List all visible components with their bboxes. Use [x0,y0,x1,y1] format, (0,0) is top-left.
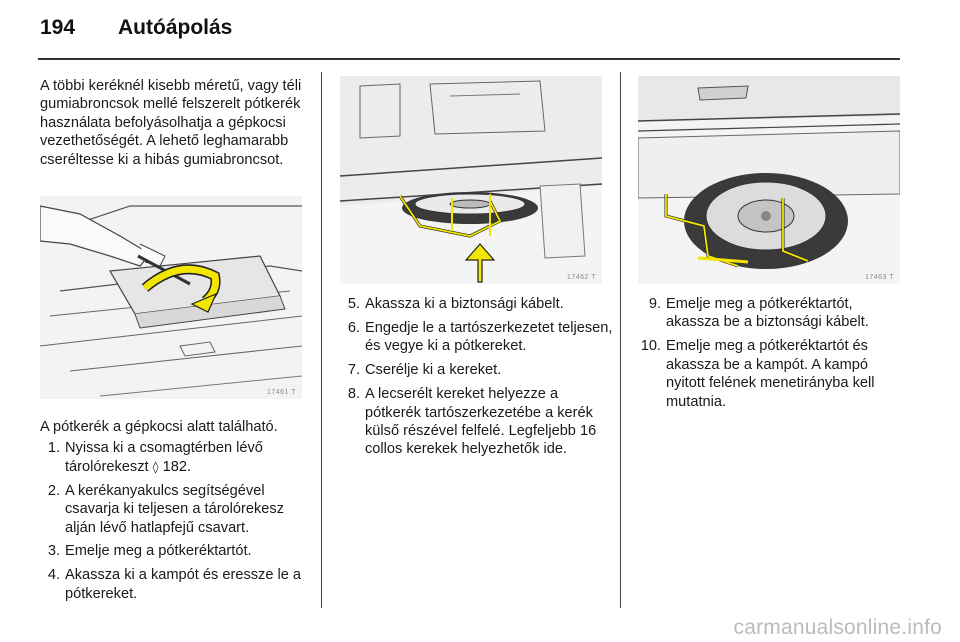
list-item [40,566,315,603]
wheel-raising-illustration [638,76,900,284]
list-item [40,542,315,560]
list-item [340,319,615,356]
page-number: 194 [40,16,76,39]
watermark: carmanualsonline.info [733,616,942,639]
step-number: 2. [47,482,60,499]
list-item [340,385,615,459]
list-item [340,361,615,379]
column-3-steps [638,295,900,416]
step-number: 3. [47,543,60,560]
step-text: Emelje meg a pótkeréktartót. [65,543,252,560]
column-2-steps [340,295,615,464]
header-rule [38,58,900,60]
lead-sentence: A pótkerék a gépkocsi alatt található. [40,419,278,435]
wheel-raising-drawing [638,76,900,284]
page-title: Autóápolás [118,16,233,39]
intro-paragraph: A többi keréknél kisebb méretű, vagy téli gumiabroncsok mellé felszerelt pótkerék használata befolyásolhatja a gépkocsi vezethetőségét. A lehető leghamarabb cseréltesse ki a hibás gumiabroncsot. [40,78,302,168]
trunk-compartment-illustration [40,196,302,399]
step-text: A lecserélt kereket helyezze a pótkerék tartószerkezetébe a kerék külső részével felfelé. Legfeljebb 16 collos kerekek helyezhetők ide. [365,386,597,458]
step-text: Cserélje ki a kereket. [365,362,502,379]
figure-code: 17463 T [864,274,894,281]
list-item [638,337,900,411]
wheel-lowering-drawing [340,76,602,284]
step-text: Emelje meg a pótkeréktartót és akassza be a kampót. A kampó nyitott felének menetirányba kell mutatnia. [666,338,875,410]
step-list-1 [40,439,315,603]
step-text: Nyissa ki a csomagtérben lévő tárolórekeszt [65,440,263,475]
column-divider-2 [620,72,621,608]
list-item [340,295,615,313]
step-text: A kerékanyakulcs segítségével csavarja ki teljesen a tárolórekesz alján lévő hatlapfejű csavart. [65,482,285,536]
list-item [40,482,315,537]
list-item [638,295,900,332]
step-number: 1. [47,440,60,457]
arrow-ref-icon: ◊ [152,459,159,474]
step-number: 5. [347,296,360,312]
step-number: 8. [347,386,360,403]
step-list-3 [638,295,900,411]
step-text: Engedje le a tartószerkezetet teljesen, és vegye ki a pótkereket. [365,319,613,355]
step-number: 4. [47,567,60,584]
step-text: Akassza ki a biztonsági kábelt. [365,296,564,312]
column-divider-1 [321,72,322,608]
step-number: 6. [347,319,360,336]
step-number: 7. [347,362,360,379]
page-reference: 182. [162,458,192,475]
column-1 [40,77,315,169]
figure-code: 17462 T [566,274,596,281]
step-text: Akassza ki a kampót és eressze le a pótkereket. [65,567,302,602]
step-list-2 [340,295,615,459]
figure-code: 17461 T [266,389,296,396]
trunk-compartment-drawing [40,196,302,399]
list-item [40,439,315,476]
column-1-steps [40,418,315,609]
wheel-lowering-illustration [340,76,602,284]
step-number: 10. [640,338,661,355]
step-text: Emelje meg a pótkeréktartót, akassza be a biztonsági kábelt. [666,296,869,331]
step-number: 9. [648,296,661,312]
